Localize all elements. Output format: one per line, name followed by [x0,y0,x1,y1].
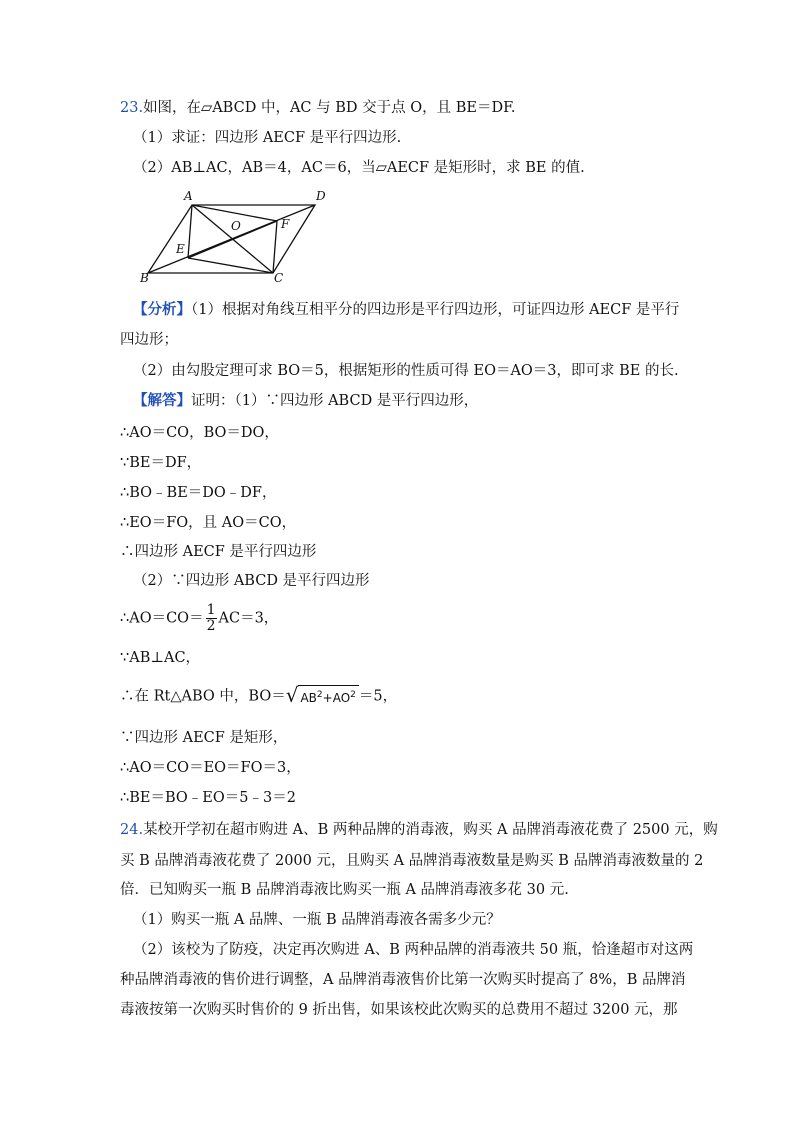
fraction-one-half [206,603,217,634]
q23-stem-line [120,98,516,118]
segment-cf [273,221,277,273]
q24-number: 24. [120,822,144,838]
radicand-term-b: +AO [322,691,351,705]
q23-part2: （2）AB⊥AC，AB＝4，AC＝6，当▱AECF 是矩形时，求 BE 的值. [133,160,585,176]
solution-step-7 [120,603,278,634]
solution-step-12: ∴BE＝BO﹣EO＝5﹣3＝2 [120,790,296,806]
q24-part2-line1: （2）该校为了防疫，决定再次购进 A、B 两种品牌的消毒液共 50 瓶，恰逢超市对这两 [133,942,694,958]
diagonal-bd [148,205,315,273]
step9-prefix: ∴在 Rt△ABO 中，BO＝ [120,688,286,705]
parallelogram-figure [132,188,332,283]
label-f: F [281,217,290,231]
q23-stem: 如图，在▱ABCD 中，AC 与 BD 交于点 O，且 BE＝DF. [143,100,516,116]
q24-part2-line2: 种品牌消毒液的售价进行调整，A 品牌消毒液售价比第一次购买时提高了 8%，B 品牌消 [120,972,686,988]
solution-step-2: ∵BE＝DF， [120,455,202,471]
segment-ae [188,205,192,258]
q23-number: 23. [120,100,144,116]
answer-line1: 证明：（1）∵四边形 ABCD 是平行四边形， [191,393,479,409]
fraction-denominator: 2 [206,618,216,634]
solution-step-3: ∴BO﹣BE＝DO﹣DF， [120,485,277,501]
q24-line1: 某校开学初在超市购进 A、B 两种品牌的消毒液，购买 A 品牌消毒液花费了 2500 元，购 [143,822,718,838]
answer-line1-row [133,391,478,411]
q24-part2-line3: 毒液按第一次购买时售价的 9 折出售，如果该校此次购买的总费用不超过 3200 元，那 [120,1002,678,1018]
square-root-expression [286,685,359,708]
fraction-numerator: 1 [206,602,216,618]
radical-sign-icon: √ [285,683,299,707]
q24-part1: （1）购买一瓶 A 品牌、一瓶 B 品牌消毒液各需多少元？ [133,912,501,928]
step7-suffix: AC＝3， [218,610,279,627]
segment-ec [188,258,273,273]
radicand-term-a: AB [300,691,317,705]
analysis-line3: （2）由勾股定理可求 BO＝5，根据矩形的性质可得 EO＝AO＝3，即可求 BE 的长. [133,363,679,379]
solution-step-9 [120,685,397,708]
q24-line1-row [120,820,718,840]
q24-line2: 买 B 品牌消毒液花费了 2000 元，且购买 A 品牌消毒液数量是购买 B 品牌消毒液数量的 2 [120,853,704,869]
label-o: O [231,219,241,233]
label-b: B [140,271,149,283]
radicand-exp-a: 2 [316,690,323,700]
solution-step-8: ∵AB⊥AC， [120,650,201,666]
step9-suffix: ＝5， [358,688,398,705]
solution-step-6: （2）∵四边形 ABCD 是平行四边形 [133,573,370,589]
analysis-line2: 四边形； [120,332,178,348]
analysis-line1-row [133,300,679,320]
solution-step-11: ∴AO＝CO＝EO＝FO＝3， [120,760,301,776]
analysis-tag: 【分析】 [133,301,191,318]
label-e: E [176,242,185,256]
step7-prefix: ∴AO＝CO＝ [120,610,204,627]
radicand-exp-b: 2 [350,690,356,700]
q23-part1: （1）求证：四边形 AECF 是平行四边形. [133,130,402,146]
solution-step-4: ∴EO＝FO，且 AO＝CO， [120,515,297,531]
solution-step-1: ∴AO＝CO，BO＝DO， [120,425,279,441]
radicand [298,685,358,707]
solution-step-10: ∵四边形 AECF 是矩形， [120,730,288,746]
label-d: D [316,189,326,203]
label-a: A [184,189,193,203]
q24-line3: 倍．已知购买一瓶 B 品牌消毒液比购买一瓶 A 品牌消毒液多花 30 元. [120,882,569,898]
analysis-line1: （1）根据对角线互相平分的四边形是平行四边形，可证四边形 AECF 是平行 [191,302,680,318]
solution-step-5: ∴四边形 AECF 是平行四边形 [120,544,317,560]
label-c: C [274,271,284,283]
answer-tag: 【解答】 [133,392,191,409]
